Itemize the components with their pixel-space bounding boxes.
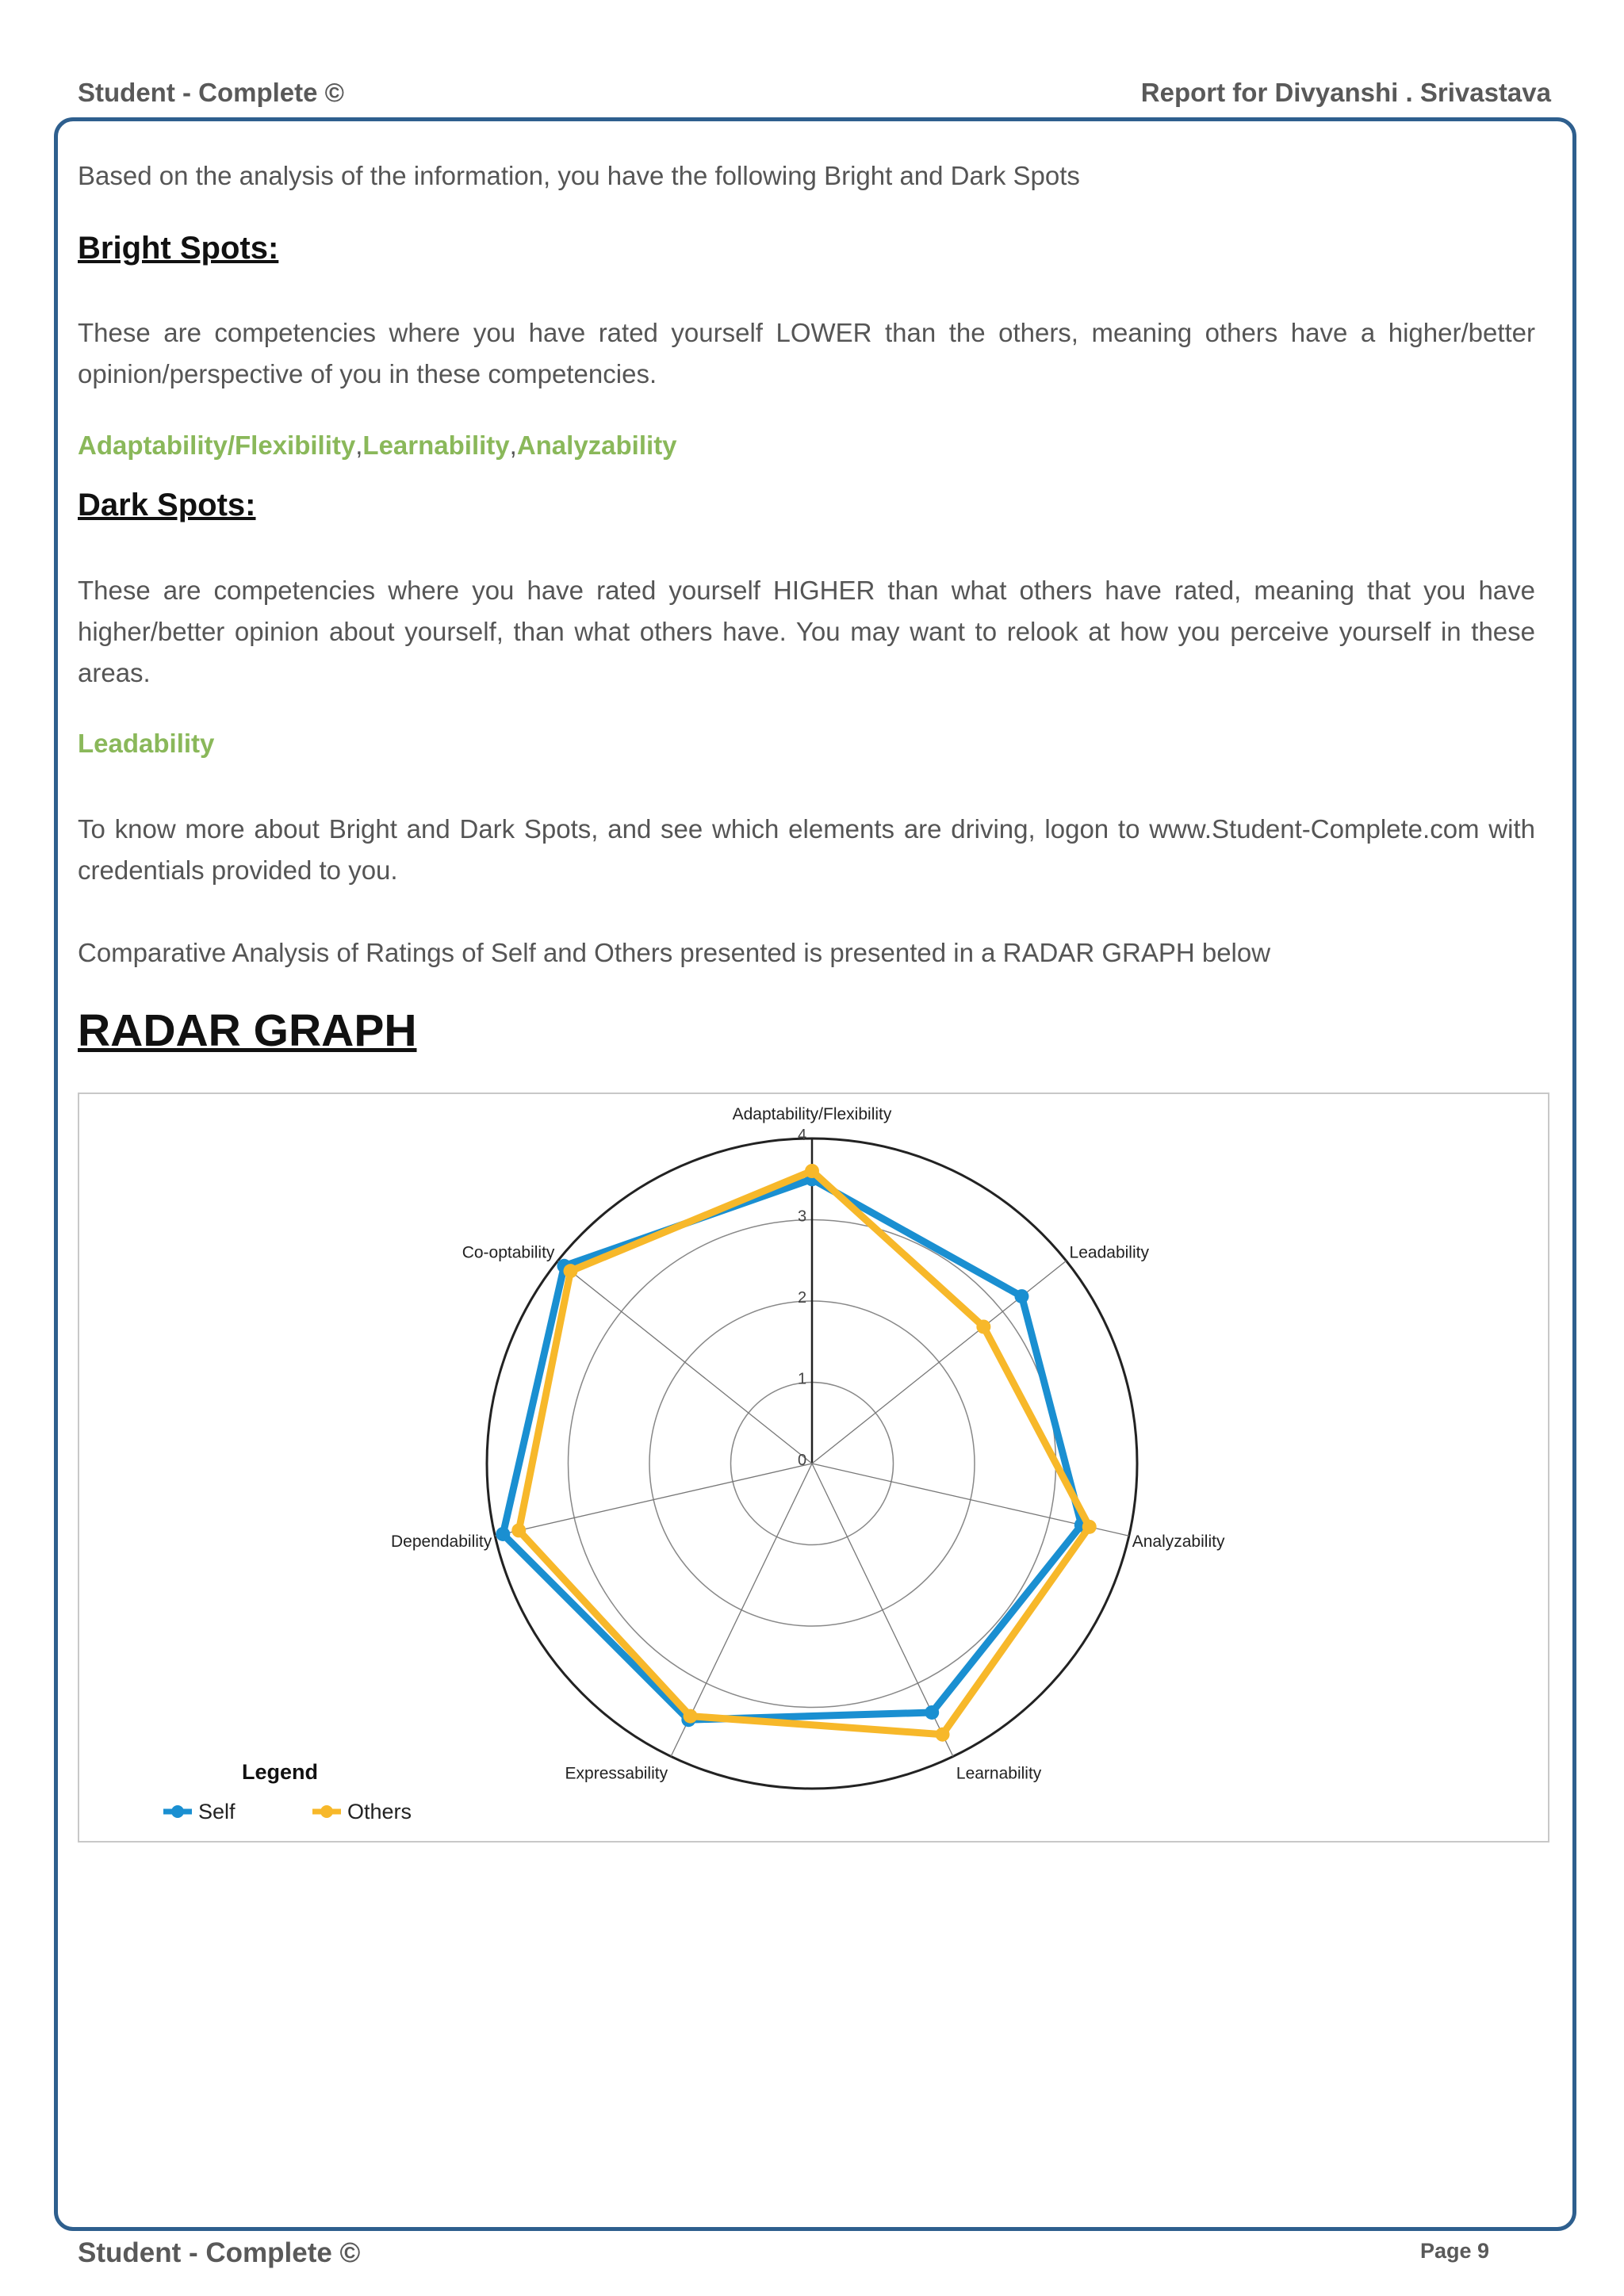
report-recipient-header: Report for Divyanshi . Srivastava [1140, 78, 1551, 107]
dark-spots-heading: Dark Spots: [78, 488, 256, 522]
radar-point-self [925, 1705, 939, 1720]
radar-point-others [511, 1523, 526, 1537]
radar-tick-label: 0 [798, 1452, 807, 1469]
radar-tick-label: 3 [798, 1207, 807, 1226]
radar-point-others [1082, 1520, 1097, 1534]
footer-brand: Student - Complete © [78, 2237, 361, 2268]
radar-spoke [812, 1261, 1067, 1464]
radar-spoke [557, 1261, 812, 1464]
legend-swatch-marker [171, 1805, 184, 1818]
radar-tick-label: 2 [798, 1289, 807, 1307]
radar-point-others [563, 1264, 577, 1278]
dark-spot-item: Leadability [78, 729, 215, 758]
radar-point-self [496, 1527, 510, 1541]
radar-axis-label: Co-optability [462, 1243, 555, 1262]
radar-point-others [936, 1728, 950, 1742]
radar-axis-label: Dependability [391, 1533, 492, 1552]
report-brand-header: Student - Complete © [78, 78, 344, 107]
dark-spots-description: These are competencies where you have rated yourself HIGHER than what others have rated, meaning that you have higher/better opinion about yourself, than what others have. You may want to relook at how you perceive yourself in these areas. [78, 576, 1535, 687]
radar-axis-label: Analyzability [1132, 1533, 1225, 1552]
radar-graph-heading: RADAR GRAPH [78, 1005, 417, 1056]
radar-point-self [1014, 1289, 1028, 1303]
radar-point-others [684, 1709, 698, 1724]
radar-point-others [976, 1319, 990, 1334]
bright-spots-description: These are competencies where you have rated yourself LOWER than the others, meaning others have a higher/better opinion/perspective of you in these competencies. [78, 318, 1535, 388]
dark-spots-list [78, 729, 1535, 759]
radar-chart [79, 1094, 1551, 1844]
bright-spot-item: Adaptability/Flexibility [78, 430, 356, 460]
know-more-text: To know more about Bright and Dark Spots, and see which elements are driving, logon to www.Student-Complete.com with credentials provided to you. [78, 814, 1535, 885]
radar-axis-label: Learnability [956, 1764, 1042, 1783]
comparative-text: Comparative Analysis of Ratings of Self and Others presented is presented in a RADAR GRAPH below [78, 938, 1271, 967]
radar-axis-label: Leadability [1069, 1243, 1149, 1262]
legend-swatch-marker [320, 1805, 333, 1818]
bright-spot-item: Analyzability [516, 430, 677, 460]
radar-axis-label: Adaptability/Flexibility [732, 1105, 892, 1123]
bright-spot-separator: , [509, 430, 517, 460]
legend-label: Self [198, 1800, 236, 1823]
bright-spot-item: Learnability [362, 430, 510, 460]
radar-chart-box [78, 1093, 1549, 1843]
radar-spoke [495, 1464, 812, 1536]
radar-point-others [805, 1164, 819, 1178]
bright-spot-separator: , [355, 430, 363, 460]
legend-label: Others [347, 1800, 412, 1823]
intro-text: Based on the analysis of the information, you have the following Bright and Dark Spots [78, 161, 1080, 190]
radar-axis-label: Expressability [565, 1764, 668, 1783]
page-number: Page 9 [1419, 2239, 1489, 2263]
bright-spots-list [78, 430, 1535, 461]
radar-tick-label: 1 [798, 1370, 807, 1388]
legend-title: Legend [242, 1760, 319, 1784]
radar-tick-label: 4 [798, 1127, 807, 1144]
bright-spots-heading: Bright Spots: [78, 231, 279, 266]
